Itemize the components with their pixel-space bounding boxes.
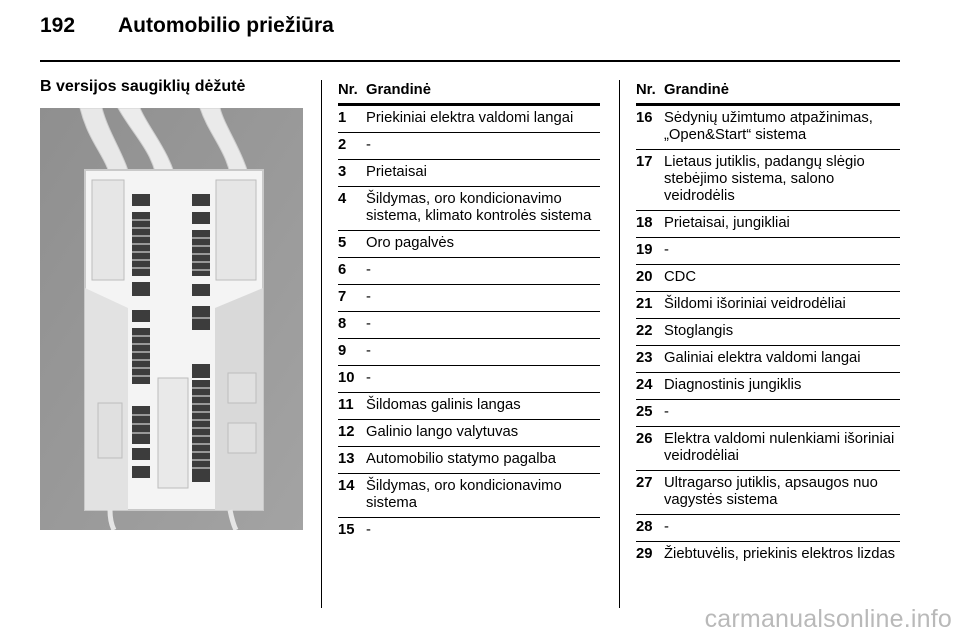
fuse-number: 9 <box>338 343 347 359</box>
header-circuit: Grandinė <box>366 82 431 98</box>
table-row <box>338 186 600 230</box>
circuit-description: - <box>664 404 669 420</box>
circuit-description: CDC <box>664 269 697 285</box>
table-row <box>636 399 900 426</box>
table-row <box>338 311 600 338</box>
fuse-number: 8 <box>338 316 347 332</box>
table-row <box>338 473 600 517</box>
table-row <box>338 132 600 159</box>
table-row <box>338 446 600 473</box>
circuit-description: Prietaisai, jungikliai <box>664 215 790 231</box>
fuse-number: 17 <box>636 154 653 170</box>
circuit-description: Stoglangis <box>664 323 734 339</box>
table-row <box>636 372 900 399</box>
circuit-description: Automobilio statymo pagalba <box>366 451 557 467</box>
table-row <box>636 318 900 345</box>
table-header <box>338 82 600 106</box>
watermark-footer: carmanualsonline.info <box>704 605 952 633</box>
table-row <box>338 159 600 186</box>
page-header <box>40 14 334 38</box>
table-row <box>636 470 900 514</box>
fuse-number: 22 <box>636 323 653 339</box>
circuit-description: Žiebtuvėlis, priekinis elektros lizdas <box>664 546 896 562</box>
fuse-number: 18 <box>636 215 653 231</box>
circuit-description: Šildomas galinis langas <box>366 397 521 413</box>
fuse-number: 3 <box>338 164 347 180</box>
circuit-description: Šildomi išoriniai veidrodėliai <box>664 296 846 312</box>
fuse-number: 27 <box>636 475 653 491</box>
table-row <box>636 291 900 318</box>
table-row <box>338 284 600 311</box>
circuit-description: Ultragarso jutiklis, apsaugos nuo vagystės sistema <box>664 475 878 508</box>
table-row <box>338 230 600 257</box>
header-nr: Nr. <box>338 82 358 98</box>
table-row <box>338 365 600 392</box>
header-circuit: Grandinė <box>664 82 729 98</box>
circuit-description: Galinio lango valytuvas <box>366 424 519 440</box>
circuit-description: Lietaus jutiklis, padangų slėgio stebėjimo sistema, salono veidrodėlis <box>664 154 865 204</box>
fuse-number: 13 <box>338 451 355 467</box>
fuse-number: 11 <box>338 397 354 413</box>
fuse-number: 10 <box>338 370 355 386</box>
table-row <box>338 419 600 446</box>
table-row <box>636 426 900 470</box>
circuit-description: Oro pagalvės <box>366 235 455 251</box>
fuse-number: 1 <box>338 110 347 126</box>
fuse-number: 19 <box>636 242 653 258</box>
fuse-number: 20 <box>636 269 653 285</box>
fuse-number: 2 <box>338 137 347 153</box>
table-row <box>636 541 900 568</box>
table-row <box>636 106 900 149</box>
table-row <box>338 517 600 544</box>
circuit-description: - <box>366 343 371 359</box>
table-row <box>338 106 600 132</box>
section-title: B versijos saugiklių dėžutė <box>40 78 246 95</box>
circuit-description: - <box>366 316 371 332</box>
fuse-number: 28 <box>636 519 653 535</box>
table-header <box>636 82 900 106</box>
table-row <box>338 392 600 419</box>
circuit-description: - <box>366 370 371 386</box>
header-rule <box>40 60 900 62</box>
page-title: Automobilio priežiūra <box>118 14 334 37</box>
fuse-number: 12 <box>338 424 355 440</box>
fuse-number: 4 <box>338 191 347 207</box>
circuit-description: Šildymas, oro kondicionavimo sistema, klimato kontrolės sistema <box>366 191 592 224</box>
fuse-number: 15 <box>338 522 355 538</box>
table-row <box>636 149 900 210</box>
circuit-table-column-2 <box>636 82 900 568</box>
circuit-description: - <box>664 242 669 258</box>
fuse-number: 7 <box>338 289 347 305</box>
fuse-number: 5 <box>338 235 347 251</box>
page-number: 192 <box>40 14 76 37</box>
circuit-description: - <box>664 519 669 535</box>
circuit-description: - <box>366 137 371 153</box>
fuse-number: 24 <box>636 377 653 393</box>
circuit-description: Galiniai elektra valdomi langai <box>664 350 861 366</box>
fuse-number: 29 <box>636 546 653 562</box>
fuse-number: 26 <box>636 431 653 447</box>
circuit-description: - <box>366 289 371 305</box>
table-row <box>636 264 900 291</box>
header-nr: Nr. <box>636 82 656 98</box>
circuit-description: Elektra valdomi nulenkiami išoriniai veidrodėliai <box>664 431 895 464</box>
fuse-box-illustration <box>40 108 303 530</box>
circuit-description: - <box>366 262 371 278</box>
fuse-number: 23 <box>636 350 653 366</box>
column-divider-1 <box>321 80 322 608</box>
table-row <box>338 257 600 284</box>
table-row <box>636 237 900 264</box>
table-row <box>338 338 600 365</box>
circuit-description: Prietaisai <box>366 164 427 180</box>
circuit-table-column-1 <box>338 82 600 544</box>
column-divider-2 <box>619 80 620 608</box>
circuit-description: Šildymas, oro kondicionavimo sistema <box>366 478 562 511</box>
circuit-description: Sėdynių užimtumo atpažinimas, „Open&Start“ sistema <box>664 110 873 143</box>
fuse-box-figure <box>40 108 303 530</box>
fuse-number: 6 <box>338 262 347 278</box>
table-row <box>636 345 900 372</box>
circuit-description: Priekiniai elektra valdomi langai <box>366 110 574 126</box>
fuse-number: 14 <box>338 478 355 494</box>
table-row <box>636 514 900 541</box>
fuse-number: 21 <box>636 296 653 312</box>
table-row <box>636 210 900 237</box>
fuse-number: 16 <box>636 110 653 126</box>
fuse-number: 25 <box>636 404 653 420</box>
circuit-description: - <box>366 522 371 538</box>
circuit-description: Diagnostinis jungiklis <box>664 377 802 393</box>
